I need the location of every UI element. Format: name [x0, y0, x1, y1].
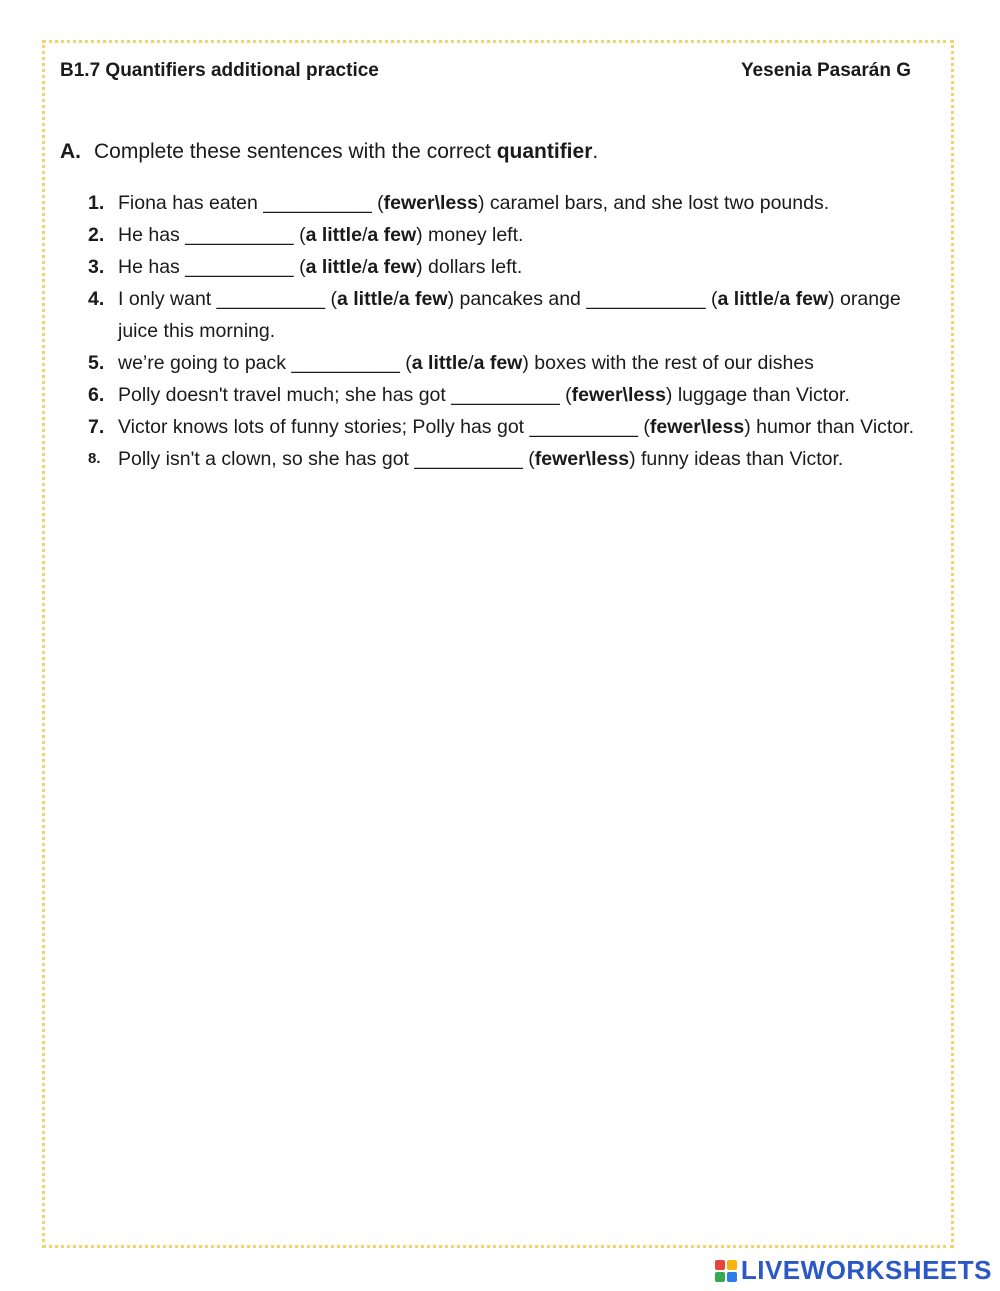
- item-number: 4.: [88, 288, 105, 310]
- logo-square: [727, 1272, 737, 1282]
- item-number: 1.: [88, 192, 105, 214]
- item-text: ) dollars left.: [416, 256, 523, 278]
- list-item: [88, 283, 918, 347]
- item-text: ) boxes with the rest of our dishes: [522, 352, 814, 374]
- option-word: a few: [367, 256, 417, 278]
- option-word: a little: [717, 288, 774, 310]
- author-name: Yesenia Pasarán G: [740, 60, 911, 81]
- item-text: He has __________ (: [118, 256, 306, 278]
- item-text: Fiona has eaten __________ (: [118, 192, 384, 214]
- item-text: ) caramel bars, and she lost two pounds.: [477, 192, 830, 214]
- section-letter: A.: [60, 140, 81, 163]
- item-text: ) luggage than Victor.: [665, 384, 850, 406]
- logo-square: [715, 1260, 725, 1270]
- option-separator: /: [773, 288, 780, 310]
- worksheet-title: B1.7 Quantifiers additional practice: [60, 60, 379, 81]
- item-text: Victor knows lots of funny stories; Polly has got __________ (: [118, 416, 650, 438]
- item-text: ) humor than Victor.: [744, 416, 914, 438]
- instruction-end: .: [592, 140, 599, 163]
- brand-name: LIVEWORKSHEETS: [740, 1255, 992, 1285]
- liveworksheets-logo-icon: [715, 1260, 737, 1282]
- option-separator: /: [361, 224, 368, 246]
- item-number: 7.: [88, 416, 105, 438]
- exercise-list: [88, 187, 918, 475]
- item-text: ) pancakes and ___________ (: [447, 288, 718, 310]
- option-word: a few: [398, 288, 448, 310]
- logo-square: [715, 1272, 725, 1282]
- instruction-keyword: quantifier: [496, 140, 593, 163]
- item-text: ) money left.: [416, 224, 524, 246]
- section-instruction: [60, 140, 598, 164]
- item-text: ) orange juice this morning.: [118, 288, 901, 342]
- option-word: a little: [305, 224, 362, 246]
- option-word: a little: [411, 352, 469, 374]
- option-separator: /: [393, 288, 399, 310]
- list-item: [88, 251, 918, 283]
- item-text: I only want __________ (: [118, 288, 337, 310]
- list-item: [88, 379, 918, 411]
- item-number: 6.: [88, 384, 105, 406]
- item-text: Polly isn't a clown, so she has got __________ (: [118, 448, 535, 470]
- item-text: ) funny ideas than Victor.: [629, 448, 844, 470]
- item-text: He has __________ (: [118, 224, 306, 246]
- list-item: [88, 411, 918, 443]
- list-item: [88, 187, 918, 219]
- option-word: fewer\less: [534, 448, 630, 470]
- list-item: [88, 443, 918, 475]
- item-text: we’re going to pack __________ (: [118, 352, 412, 374]
- option-word: a few: [779, 288, 829, 310]
- item-number: 8.: [88, 450, 101, 467]
- liveworksheets-brand[interactable]: [715, 1255, 992, 1286]
- option-separator: /: [468, 352, 474, 374]
- logo-square: [727, 1260, 737, 1270]
- option-word: a few: [367, 224, 417, 246]
- option-word: fewer\less: [571, 384, 666, 406]
- item-number: 3.: [88, 256, 105, 278]
- option-separator: /: [361, 256, 368, 278]
- option-word: fewer\less: [383, 192, 478, 214]
- instruction-text: Complete these sentences with the correct: [94, 140, 497, 163]
- list-item: [88, 347, 918, 379]
- option-word: fewer\less: [649, 416, 745, 438]
- item-number: 5.: [88, 352, 105, 374]
- option-word: a few: [473, 352, 523, 374]
- option-word: a little: [337, 288, 394, 310]
- item-text: Polly doesn't travel much; she has got __________ (: [118, 384, 572, 406]
- option-word: a little: [305, 256, 362, 278]
- list-item: [88, 219, 918, 251]
- item-number: 2.: [88, 224, 105, 246]
